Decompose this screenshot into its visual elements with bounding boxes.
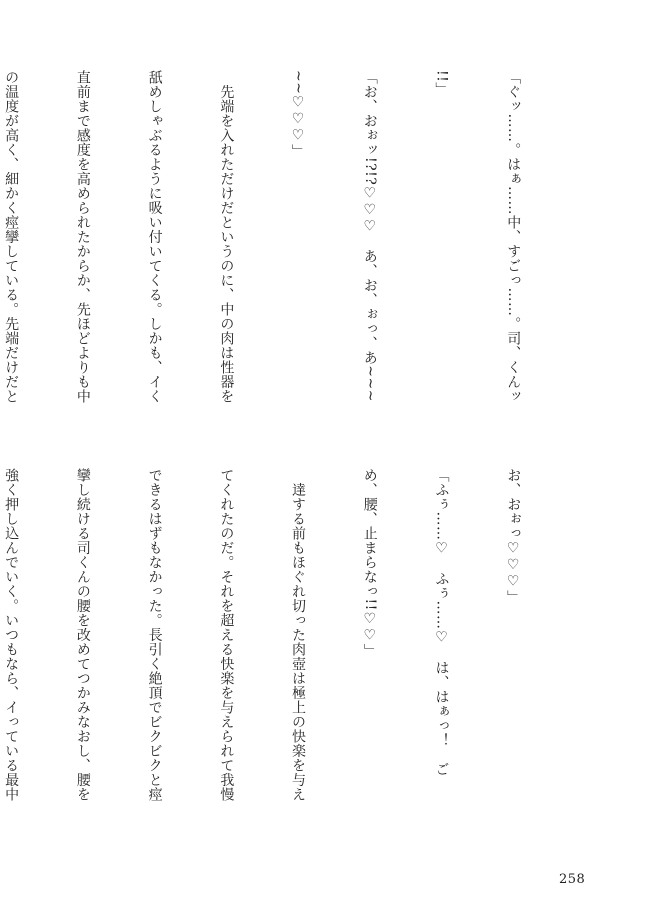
page-number: 258 <box>559 872 586 887</box>
text-line: 「お、おぉッ!?!?♡♡♡ あ、お、ぉっ、あ~~~ <box>361 70 378 402</box>
text-line: 達する前もほぐれ切った肉壺は極上の快楽を与え <box>290 468 307 802</box>
text-line: 先端を入れただけだというのに、中の肉は性器を <box>218 70 235 404</box>
text-line: 「ふぅ……♡ ふぅ……♡ は、はぁっ！ ご <box>433 468 450 777</box>
text-line: できるはずもなかった。長引く絶頂でビクビクと痙 <box>146 468 163 802</box>
text-line: 直前まで感度を高められたからか、先ほどよりも中 <box>74 70 91 404</box>
text-line: め、腰、止まらなっ!!♡♡」 <box>361 468 378 659</box>
text-line: てくれたのだ。それを超える快楽を与えられて我慢 <box>218 468 235 802</box>
text-line: 攣し続ける司くんの腰を改めてつかみなおし、腰を <box>74 468 91 802</box>
text-line: 「ぐッ……。はぁ……中、すごっ……。司、くんッ <box>505 70 522 404</box>
text-line: !!」 <box>433 70 450 97</box>
text-line: 強く押し込んでいく。いつもなら、イっている最中 <box>3 468 20 802</box>
text-line: ~~♡♡♡」 <box>290 70 307 159</box>
text-line: 舐めしゃぶるように吸い付いてくる。しかも、イく <box>146 70 163 404</box>
upper-text-block <box>0 70 572 442</box>
text-line: の温度が高く、細かく痙攣している。先端だけだと <box>3 70 20 404</box>
lower-text-block <box>0 468 572 843</box>
text-line: お、おぉっ♡♡♡」 <box>505 468 522 605</box>
